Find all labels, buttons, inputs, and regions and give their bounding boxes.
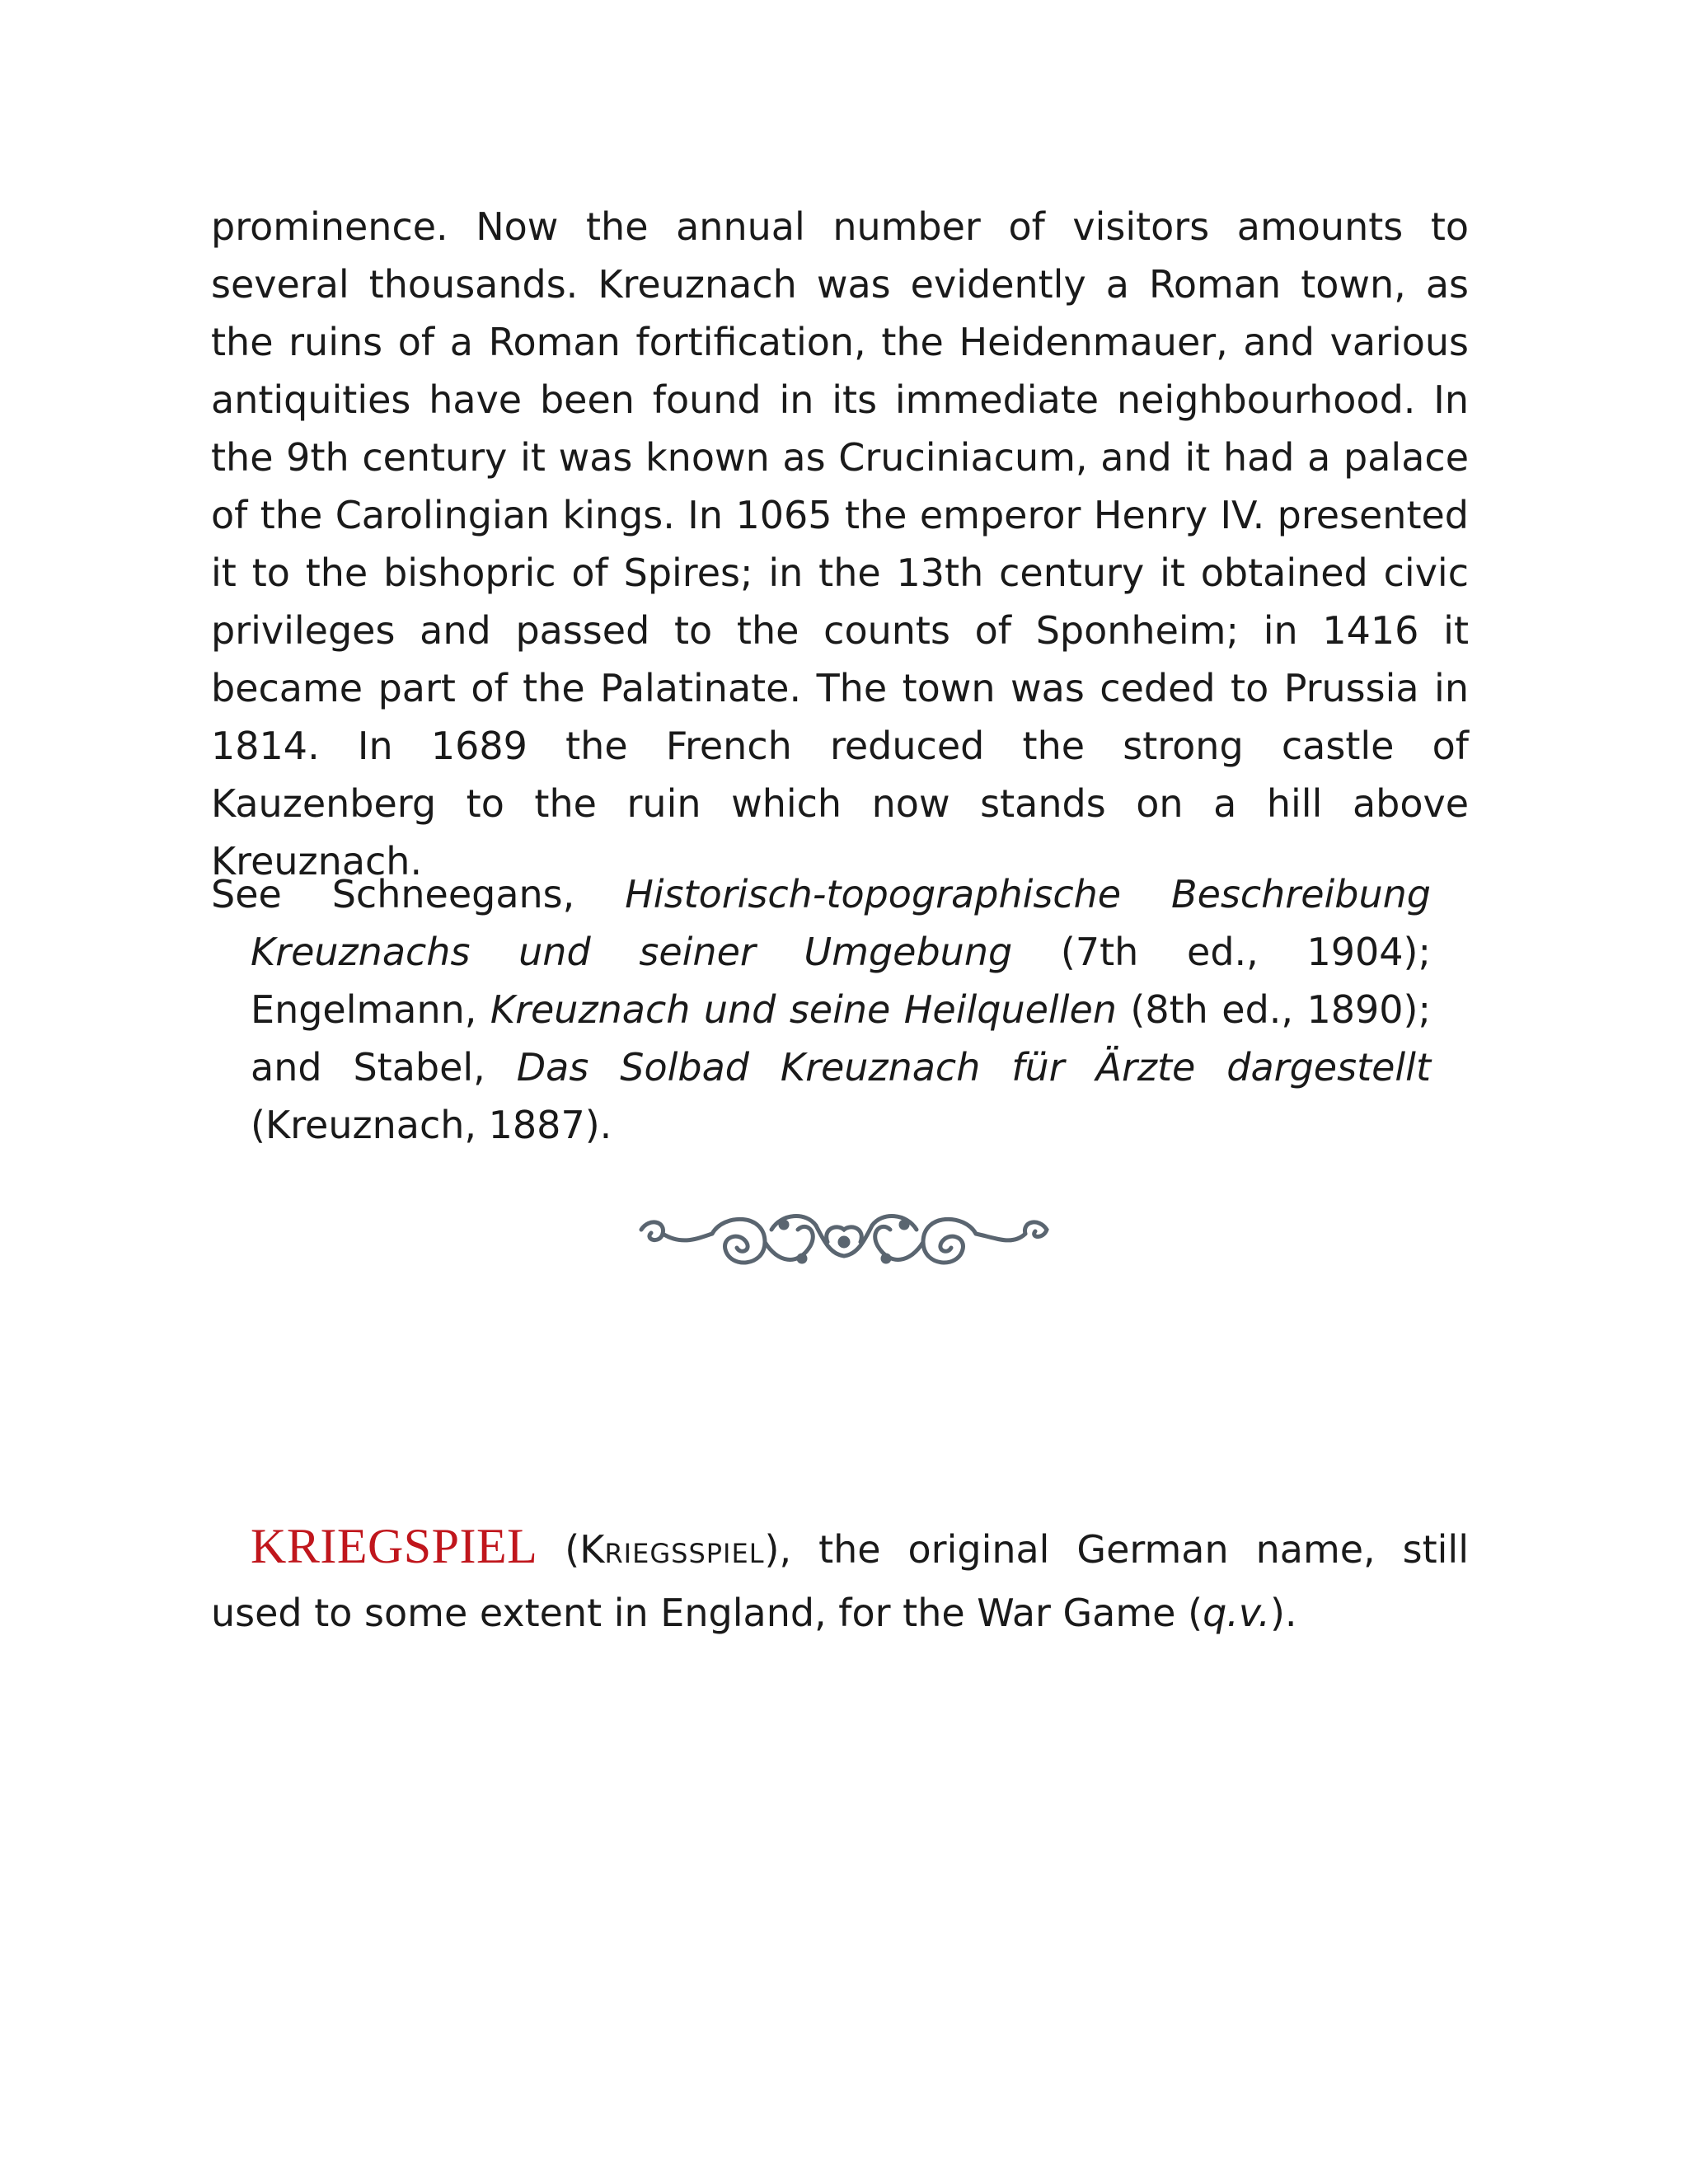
- entry-paragraph: [211, 1516, 1469, 1643]
- entry-headword: KRIEGSPIEL: [251, 1519, 538, 1573]
- ref-title-2: Kreuznach und seine Heilquellen: [490, 987, 1117, 1032]
- ref-title-3: Das Solbad Kreuznach für Ärzte dargestellt: [516, 1045, 1431, 1090]
- references-paragraph: [211, 865, 1431, 1154]
- ref-see: See Schneegans,: [211, 872, 575, 916]
- entry-qv: q.v.: [1203, 1591, 1270, 1635]
- entry-paren-open: (: [537, 1527, 580, 1572]
- entry-closing: ).: [1269, 1591, 1297, 1635]
- entry-alt-cap: K: [579, 1527, 605, 1572]
- ref-title-1: Historisch-topographische Beschreibung Kreuznachs und seiner Umgebung: [251, 872, 1431, 974]
- ref-after-1: (7th ed., 1904); Engelmann,: [251, 930, 1431, 1032]
- ref-after-2: (8th ed., 1890); and Stabel,: [251, 987, 1432, 1090]
- body-paragraph: prominence. Now the annual number of visitors amounts to several thousands. Kreuznach was evidently a Roman town, as the ruins of a Roman fortification, the Heidenmauer, and various antiquities have been found in its immediate neighbourhood. In the 9th century it was known as Cruciniacum, and it had a palace of the Carolingian kings. In 1065 the emperor Henry IV. presented it to the bishopric of Spires; in the 13th century it obtained civic privileges and passed to the counts of Sponheim; in 1416 it became part of the Palatinate. The town was ceded to Prussia in 1814. In 1689 the French reduced the strong castle of Kauzenberg to the ruin which now stands on a hill above Kreuznach.: [211, 204, 1469, 883]
- scroll-flourish-icon: [633, 1197, 1055, 1287]
- ref-after-3: (Kreuznach, 1887).: [251, 1103, 612, 1147]
- entry-definition: ), the original German name, still used to some extent in England, for the War Game (: [211, 1527, 1469, 1635]
- entry-alt-rest: RIEGSSPIEL: [604, 1538, 765, 1569]
